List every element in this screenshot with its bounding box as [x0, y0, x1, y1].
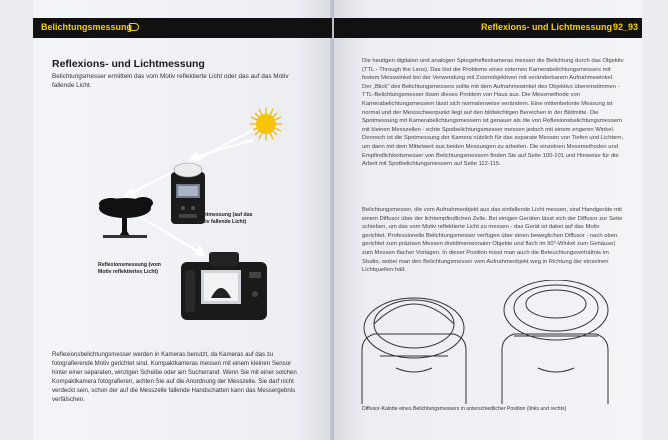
right-header-bar — [334, 18, 642, 38]
left-header-title: Belichtungsmessung — [41, 22, 133, 32]
caption-reflection-metering: Reflexionsmessung (vom Motiv reflektiertes Licht) — [98, 262, 161, 275]
tree-icon — [99, 197, 153, 238]
caption-light-metering: Lichtmessung (auf das Motiv fallende Licht) — [196, 212, 253, 225]
right-header-title: Reflexions- und Lichtmessung — [480, 22, 612, 32]
camera-icon — [181, 252, 267, 320]
diffuser-left-icon — [362, 298, 466, 404]
tab-marker-icon — [129, 23, 139, 31]
right-paragraph-1: Die heutigen digitalen und analogen Spiegelreflexkameras messen die Belichtung durch das Objektiv (TTL - Through the Lens). Das löst die Probleme eines externen Kamerabelichtungsmessers mit festem Messwinkel bei der Verwendung mit Zoomobjektiven mit veränderbarem Aufnahmewinkel. Der „Blick“ des Belichtungsmessers sollte mit dem Aufnahmewinkel des Objektivs übereinstimmen - TTL-Belichtungsmesser lösen dieses Problem von Haus aus. Die Messmethode von Kamerabelichtungsmessern lässt sich normalerweise verändern. Eine mittenbetonte Messung ist normal und der Messschwerpunkt liegt auf den bildwichtigen Bereichen in der Bildmitte. Die Spotmessung mit Kamerabelichtungsmessern ist genauer als die von Reflexionsbelichtungsmessern mit kleinen Messzellen - echte Spotbelichtungsmesser messen jedoch mit einem engeren Winkel. Dennoch ist die Spotmessung der Kamera nützlich für das separate Messen von Tiefen und Lichtern, um dann mit dem Mittelwert aus beiden Messungen zu arbeiten. Die einzelnen Messmethoden und Empfindlichkeitsmesser von Belichtungsmessern finden Sie auf Seite 100-101 und Hinweise für die Arbeit mit Spotbelichtungsmessern auf Seite 112-115. — [362, 58, 624, 168]
diffuser-right-icon — [502, 280, 608, 404]
section-title: Reflexions- und Lichtmessung — [52, 58, 205, 70]
right-paragraph-2: Belichtungsmesser, die vom Aufnahmeobjekt aus das einfallende Licht messen, sind Handgeräte mit einem Diffusor über der lichtempfindlichen Zelle. Bei einigen Geräten lässt sich der Diffusor zur Seite schieben, um das vom Motiv reflektierte Licht zu messen - das Gerät ist dabei auf das Motiv gerichtet. Professionelle Belichtungsmesser verfügen über einen beweglichen Diffusor - nach oben gerichtet zum präzisen Messen dreidimensionaler Objekte und flach im 90°-Winkel zum Gehäuse) zum Messen flacher Vorlagen. In dieser Position misst man auch die Beleuchtungsverhältnis im Studio, wobei man den Belichtungsmesser vom Aufnahmeobjekt weg in Richtung der einzelnen Lichtquellen hält. — [362, 207, 623, 274]
page-numbers: 92_93 — [612, 22, 638, 32]
diffuser-drawings — [334, 280, 642, 404]
metering-illustration — [33, 100, 332, 340]
right-figure-caption: Diffusor-Kalotte eines Belichtungsmessers in unterschiedlicher Position (links und rechts) — [362, 406, 567, 412]
sun-icon — [250, 108, 282, 140]
left-header-bar — [33, 18, 332, 38]
intro-text: Belichtungsmesser ermitteln das vom Motiv reflektierte Licht oder das auf das Motiv fallende Licht. — [52, 73, 289, 89]
left-body-text: Reflexionsbelichtungsmesser werden in Kameras benutzt, da Kameras auf das zu fotografierende Motiv gerichtet sind. Kompaktkameras messen mit einem kleinen Sensor hinter einer separaten, winzigen Scheibe oder am Sucherrand. Wenn Sie mit einer solchen Kompaktkamera fotografieren, achten Sie auf die Anordnung der Messzelle. Sie darf nicht verdeckt sein, schon der auf die Messzelle fallende Handschatten kann das Messergebnis verfälschen. — [52, 351, 297, 403]
